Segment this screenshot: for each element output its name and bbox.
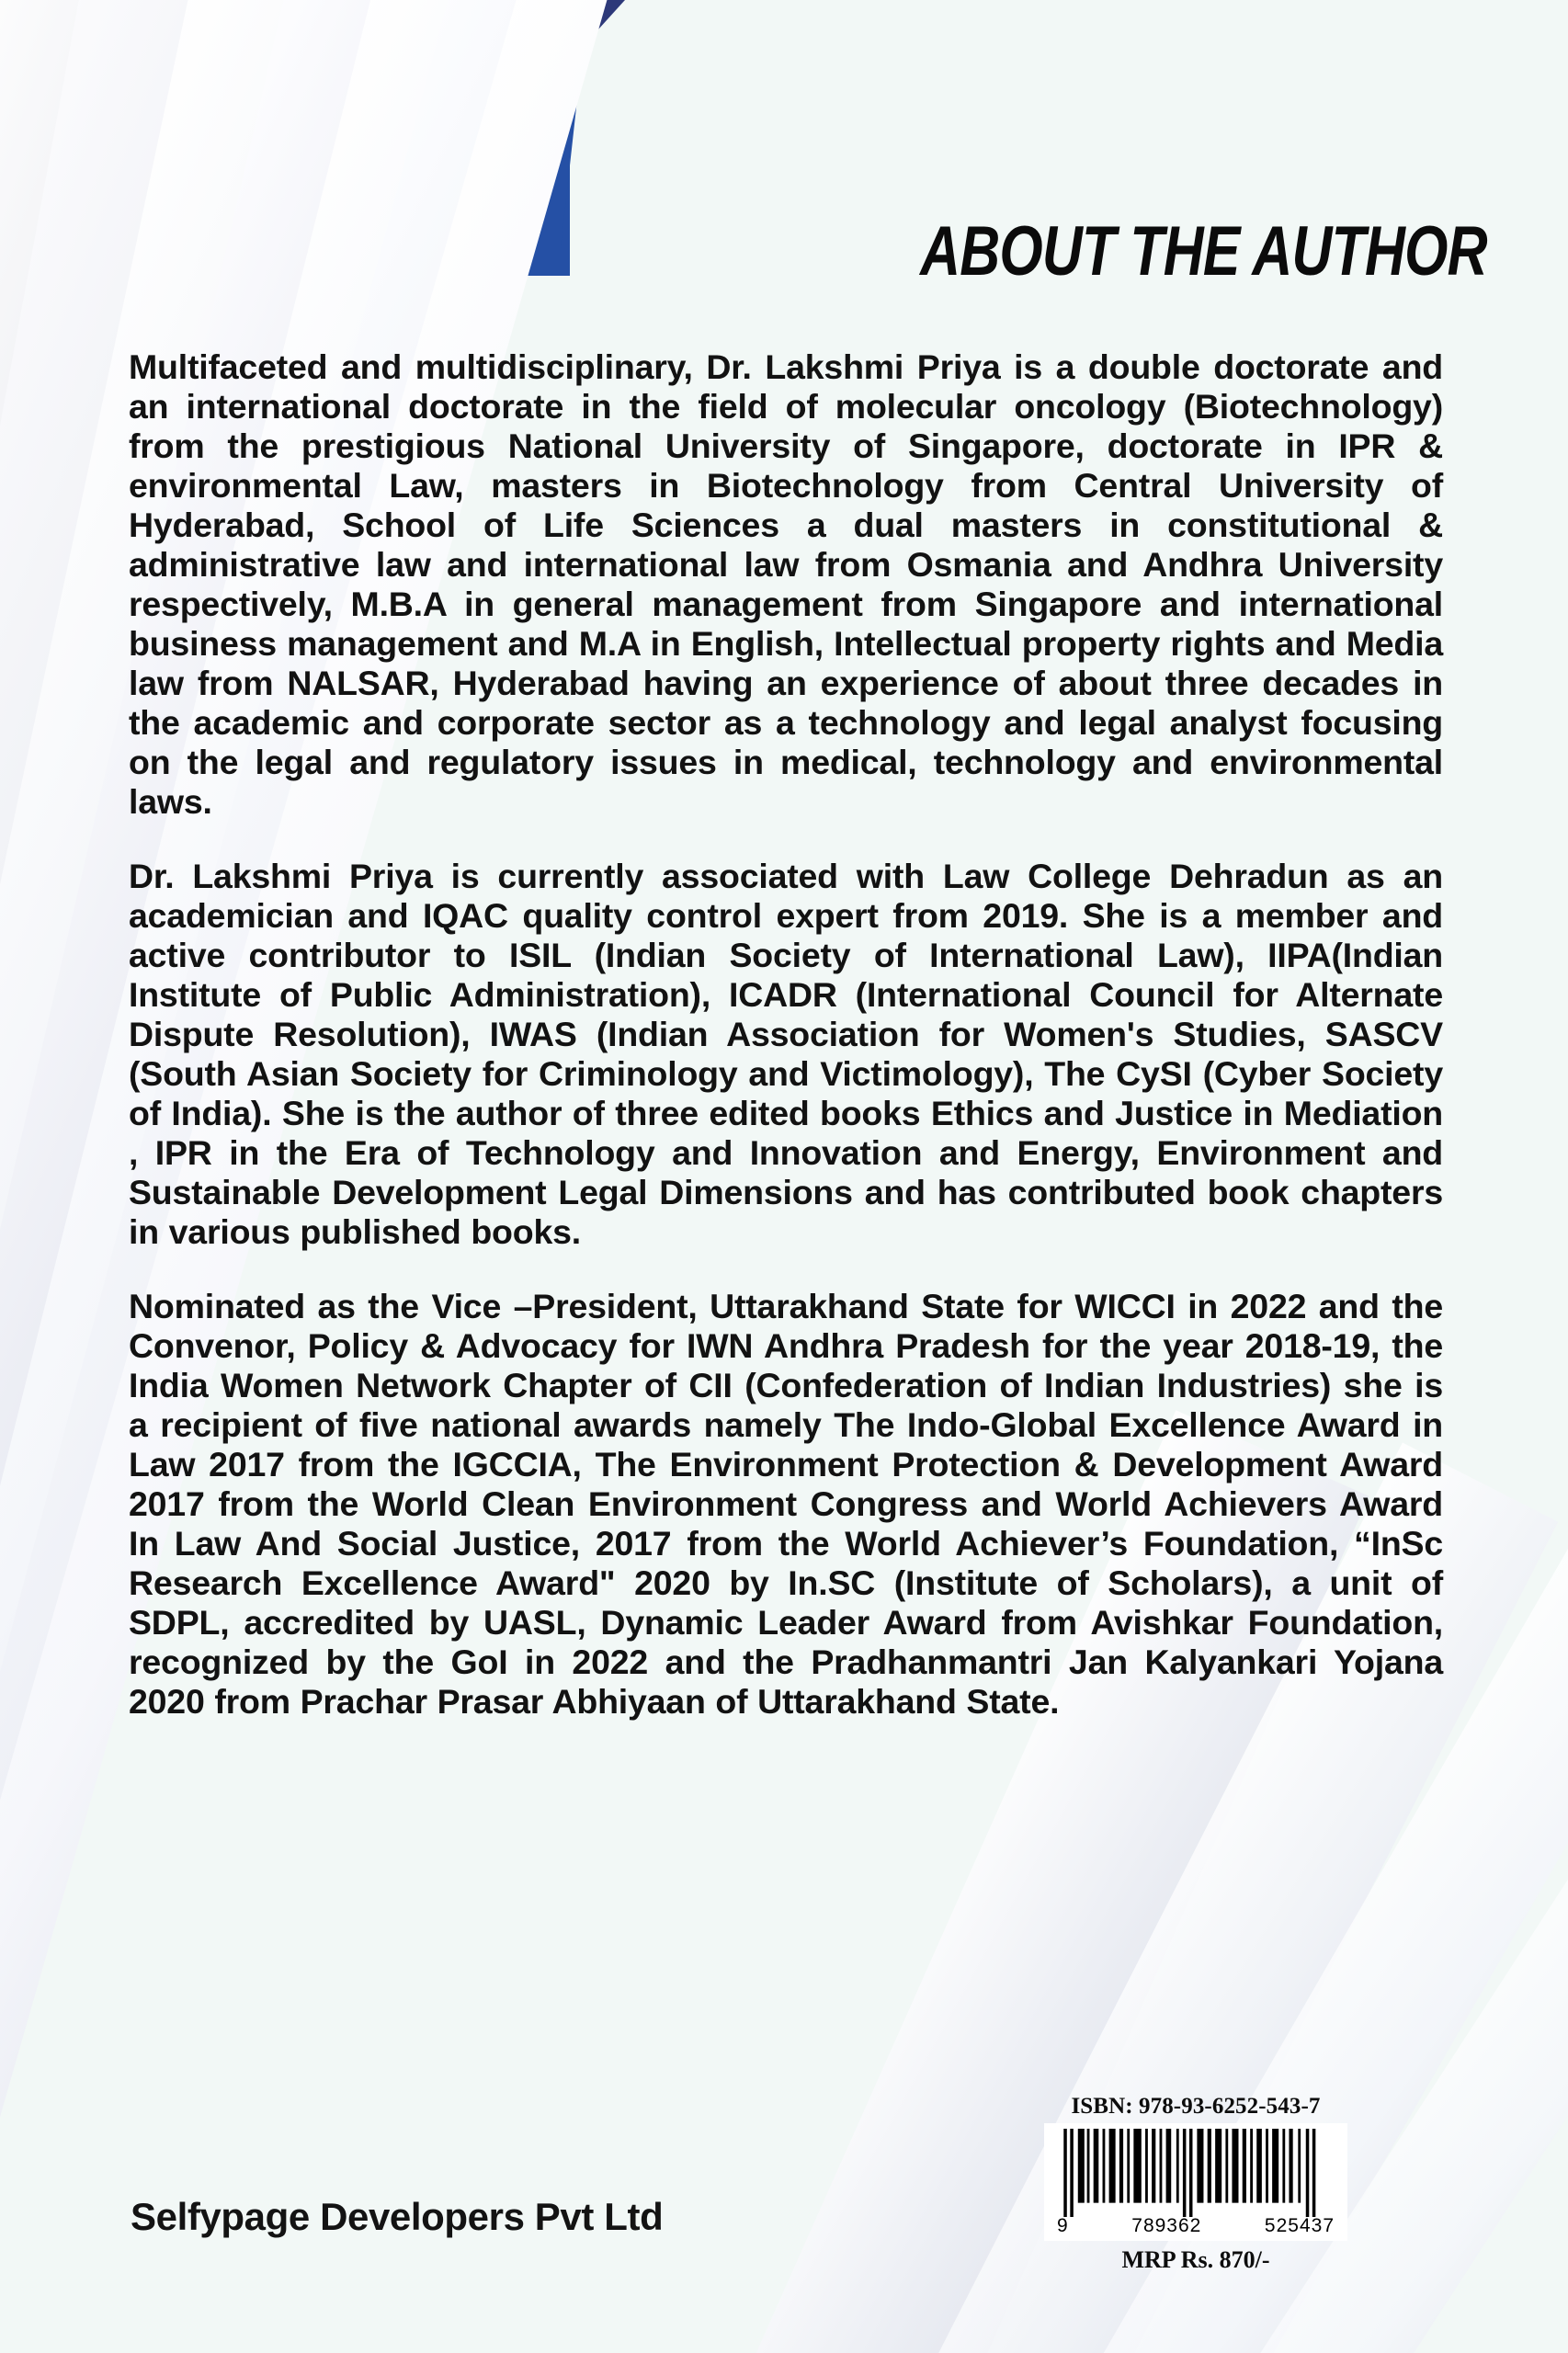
publisher-name: Selfypage Developers Pvt Ltd xyxy=(131,2195,664,2238)
bio-paragraph: Dr. Lakshmi Priya is currently associated with Law College Dehradun as an academician and IQAC quality control expert from 2019. She is a member and active contributor to ISIL (Indian Society of International Law), IIPA(Indian Institute of Public Administration), ICADR (International Council for Alternate Dispute Resolution), IWAS (Indian Association for Women's Studies, SASCV (South Asian Society for Criminology and Victimology), The CySI (Cyber Society of India). She is the author of three edited books Ethics and Justice in Mediation , IPR in the Era of Technology and Innovation and Energy, Environment and Sustainable Development Legal Dimensions and has contributed book chapters in various published books. xyxy=(129,857,1443,1251)
author-bio xyxy=(129,347,1443,1722)
barcode-right-group: 525437 xyxy=(1264,2215,1335,2236)
bio-paragraph: Nominated as the Vice –President, Uttarakhand State for WICCI in 2022 and the Convenor, Policy & Advocacy for IWN Andhra Pradesh for the year 2018-19, the India Women Network Chapter of CII (Confederation of Indian Industries) she is a recipient of five national awards namely The Indo-Global Excellence Award in Law 2017 from the IGCCIA, The Environment Protection & Development Award 2017 from the World Clean Environment Congress and World Achievers Award In Law And Social Justice, 2017 from the World Achiever’s Foundation, “InSc Research Excellence Award" 2020 by In.SC (Institute of Scholars), a unit of SDPL, accredited by UASL, Dynamic Leader Award from Avishkar Foundation, recognized by the GoI in 2022 and the Pradhanmantri Jan Kalyankari Yojana 2020 from Prachar Prasar Abhiyaan of Uttarakhand State. xyxy=(129,1287,1443,1721)
barcode xyxy=(1044,2123,1347,2241)
isbn-barcode-block xyxy=(1044,2094,1347,2274)
barcode-digits xyxy=(1053,2215,1338,2237)
bio-paragraph: Multifaceted and multidisciplinary, Dr. Lakshmi Priya is a double doctorate and an international doctorate in the field of molecular oncology (Biotechnology) from the prestigious National University of Singapore, doctorate in IPR & environmental Law, masters in Biotechnology from Central University of Hyderabad, School of Life Sciences a dual masters in constitutional & administrative law and international law from Osmania and Andhra University respectively, M.B.A in general management from Singapore and international business management and M.A in English, Intellectual property rights and Media law from NALSAR, Hyderabad having an experience of about three decades in the academic and corporate sector as a technology and legal analyst focusing on the legal and regulatory issues in medical, technology and environmental laws. xyxy=(129,347,1443,821)
barcode-lead-digit: 9 xyxy=(1057,2215,1069,2236)
mrp-price: MRP Rs. 870/- xyxy=(1121,2246,1270,2273)
barcode-left-group: 789362 xyxy=(1131,2215,1202,2236)
page-title: ABOUT THE AUTHOR xyxy=(920,212,1487,290)
isbn-number: ISBN: 978-93-6252-543-7 xyxy=(1071,2094,1321,2119)
barcode-bars-icon xyxy=(1053,2129,1338,2217)
